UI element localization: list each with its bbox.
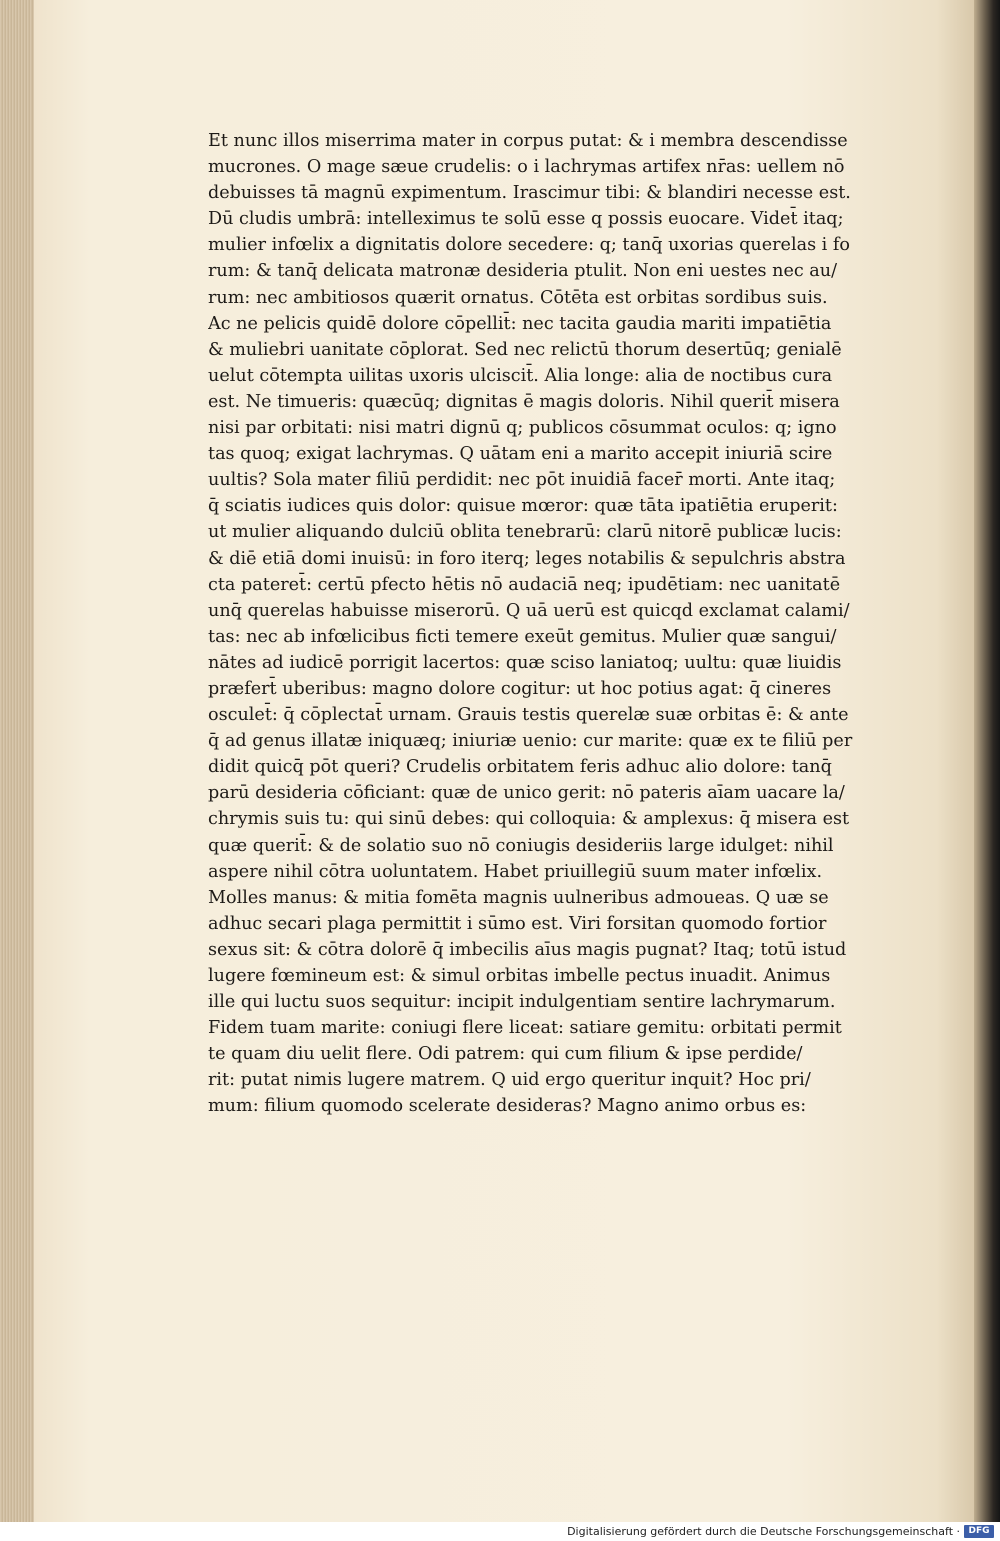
- page-fore-edge: [974, 0, 1000, 1522]
- funding-notice: Digitalisierung gefördert durch die Deutsche Forschungsgemeinschaft ·: [567, 1525, 960, 1538]
- footer-bar: [0, 1522, 1000, 1541]
- text-line: ut mulier aliquando dulciū oblita tenebrarū: clarū nitorē publicæ lucis:: [208, 522, 842, 543]
- text-line: nātes ad iudicē porrigit lacertos: quæ sciso laniatoq; uultu: quæ liuidis: [208, 652, 842, 673]
- text-line: mucrones. O mage sæue crudelis: o i lachrymas artifex nr̄as: uellem nō: [208, 157, 845, 178]
- text-line: aspere nihil cōtra uoluntatem. Habet priuillegiū suum mater infœlix.: [208, 861, 823, 882]
- text-line: quæ querit̄: & de solatio suo nō coniugis desideriis large idulget: nihil: [208, 835, 834, 856]
- text-line: q̄ sciatis iudices quis dolor: quisue mœror: quæ tāta ipatiētia eruperit:: [208, 496, 838, 517]
- text-line: rum: nec ambitiosos quærit ornatus. Cōtēta est orbitas sordibus suis.: [208, 287, 828, 308]
- text-line: & muliebri uanitate cōplorat. Sed nec relictū thorum desertūq; genialē: [208, 339, 842, 360]
- text-line: te quam diu uelit flere. Odi patrem: qui cum filium & ipse perdide/: [208, 1044, 803, 1065]
- text-line: parū desideria cōficiant: quæ de unico gerit: nō pateris aīam uacare la/: [208, 783, 845, 804]
- text-line: osculet̄: q̄ cōplectat̄ urnam. Grauis testis querelæ suæ orbitas ē: & ante: [208, 705, 849, 726]
- text-line: tas quoq; exigat lachrymas. Q uātam eni a marito accepit iniuriā scire: [208, 444, 833, 465]
- text-line: cta pateret̄: certū pfecto hētis nō audaciā neq; ipudētiam: nec uanitatē: [208, 574, 841, 595]
- text-line: mulier infœlix a dignitatis dolore secedere: q; tanq̄ uxorias querelas i fo: [208, 235, 851, 256]
- page-stack-edge: [0, 0, 35, 1522]
- text-line: nisi par orbitati: nisi matri dignū q; publicos cōsummat oculos: q; igno: [208, 418, 837, 439]
- text-line: Et nunc illos miserrima mater in corpus putat: & i membra descendisse: [208, 131, 848, 151]
- text-line: & diē etiā domi inuisū: in foro iterq; leges notabilis & sepulchris abstra: [208, 548, 846, 569]
- text-line: ille qui luctu suos sequitur: incipit indulgentiam sentire lachrymarum.: [208, 992, 836, 1013]
- text-line: Ac ne pelicis quidē dolore cōpellit̄: nec tacita gaudia mariti impatiētia: [208, 313, 832, 334]
- text-line: sexus sit: & cōtra dolorē q̄ imbecilis aīus magis pugnat? Itaq; totū istud: [208, 939, 847, 960]
- text-line: Dū cludis umbrā: intelleximus te solū esse q possis euocare. Videt̄ itaq;: [208, 209, 844, 230]
- text-line: lugere fœmineum est: & simul orbitas imbelle pectus inuadit. Animus: [208, 966, 831, 986]
- text-line: uultis? Sola mater filiū perdidit: nec pōt inuidiā facer̄ morti. Ante itaq;: [208, 470, 836, 491]
- text-line: debuisses tā magnū expimentum. Irascimur tibi: & blandiri necesse est.: [208, 183, 851, 204]
- text-line: uelut cōtempta uilitas uxoris ulciscit̄. Alia longe: alia de noctibus cura: [208, 365, 833, 386]
- dfg-logo: DFG: [964, 1525, 994, 1538]
- text-line: rum: & tanq̄ delicata matronæ desideria ptulit. Non eni uestes nec au/: [208, 261, 838, 282]
- text-line: rit: putat nimis lugere matrem. Q uid ergo queritur inquit? Hoc pri/: [208, 1070, 811, 1091]
- text-line: Fidem tuam marite: coniugi flere liceat: satiare gemitu: orbitati permit: [208, 1018, 842, 1039]
- text-block: [208, 128, 908, 1120]
- text-line: tas: nec ab infœlicibus ficti temere exeūt gemitus. Mulier quæ sangui/: [208, 626, 837, 647]
- text-line: Molles manus: & mitia fomēta magnis uulneribus admoueas. Q uæ se: [208, 887, 829, 908]
- text-line: chrymis suis tu: qui sinū debes: qui colloquia: & amplexus: q̄ misera est: [208, 809, 850, 830]
- text-line: didit quicq̄ pōt queri? Crudelis orbitatem feris adhuc alio dolore: tanq̄: [208, 757, 832, 778]
- text-line: q̄ ad genus illatæ iniquæq; iniuriæ uenio: cur marite: quæ ex te filiū per: [208, 731, 853, 752]
- text-line: adhuc secari plaga permittit i sūmo est. Viri forsitan quomodo fortior: [208, 913, 827, 934]
- text-line: præfert̄ uberibus: magno dolore cogitur: ut hoc potius agat: q̄ cineres: [208, 678, 832, 699]
- text-line: unq̄ querelas habuisse miserorū. Q uā uerū est quicqd exclamat calami/: [208, 600, 850, 621]
- text-line: est. Ne timueris: quæcūq; dignitas ē magis doloris. Nihil querit̄ misera: [208, 391, 840, 412]
- text-line: mum: filium quomodo scelerate desideras? Magno animo orbus es:: [208, 1096, 807, 1117]
